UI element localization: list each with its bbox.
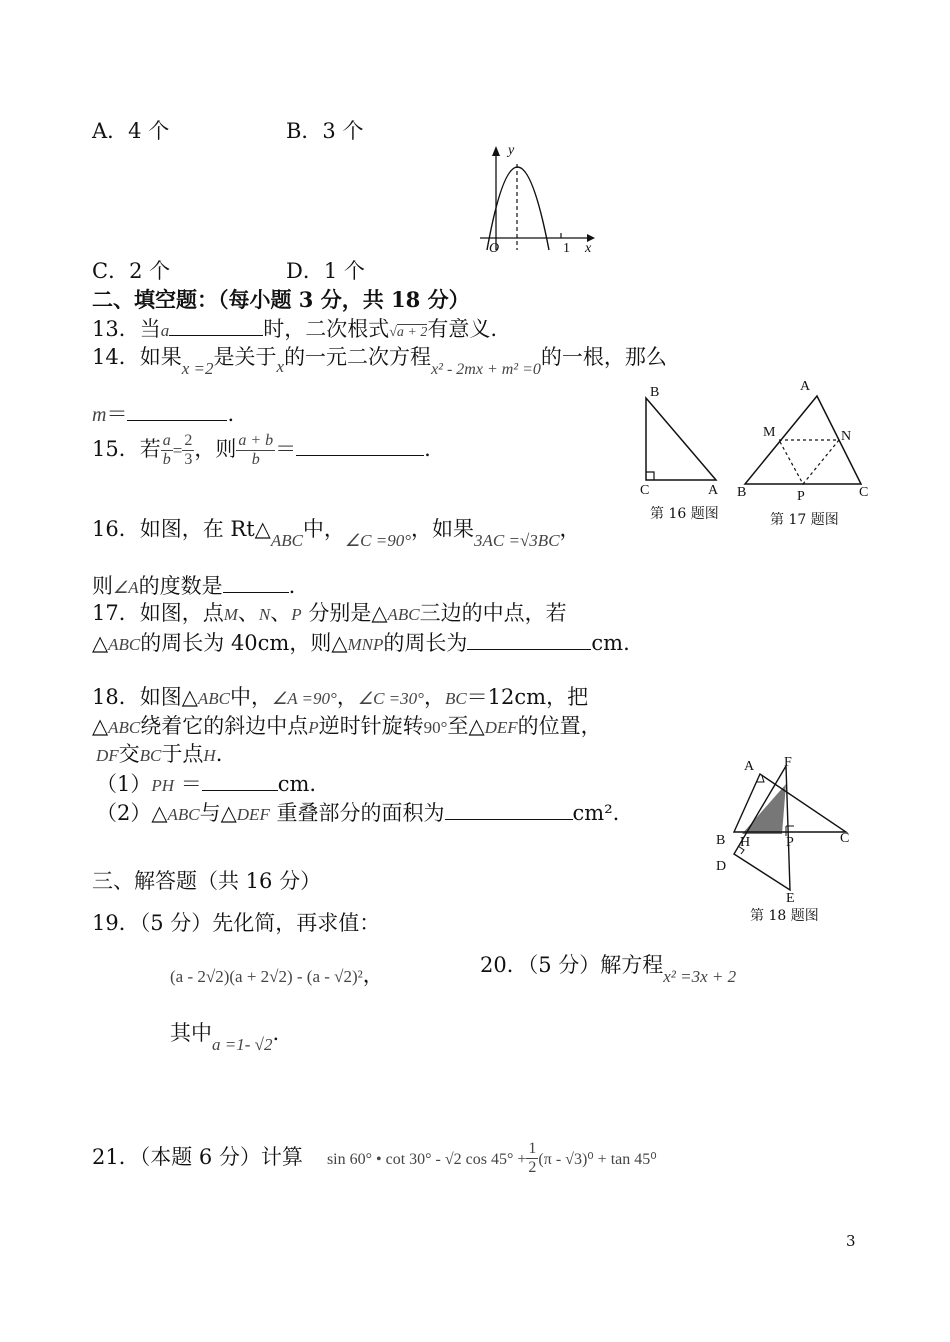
q16-text-b: 中， (302, 517, 345, 541)
fig17-label-b: B (737, 485, 747, 500)
q18-abc3: ABC (167, 805, 200, 824)
q18-s1a: （1） (96, 772, 152, 796)
q17-n: N (258, 605, 271, 624)
q18-l3f: . (215, 742, 223, 766)
q18-s1c: cm. (277, 772, 317, 796)
q17-text-a: 17．如图，点 (92, 601, 224, 625)
q16-abc: ABC (270, 531, 303, 550)
q17-blank[interactable] (467, 629, 591, 650)
q14-end: . (227, 402, 235, 426)
section-2-heading: 二、填空题：（每小题 3 分，共 18 分） (92, 287, 470, 312)
q16-text-d: ， (559, 517, 581, 541)
fig16-caption: 第 16 题图 (650, 506, 719, 522)
parabola-y-label: y (508, 143, 515, 158)
fig17-label-n: N (841, 429, 852, 444)
q17-line2-c: 的周长为 (383, 631, 468, 655)
q18-angle-a: ∠A =90° (271, 689, 337, 708)
q17-text-b: 分别是△ (308, 601, 388, 625)
q18-l2b: 绕着它的斜边中点 (140, 714, 309, 738)
q13-var: a (160, 321, 170, 340)
q14-eq1: x =2 (181, 359, 214, 378)
q14-text-d: 的一根，那么 (540, 345, 667, 369)
fig18-label-c: C (840, 831, 850, 846)
question-19: 19．（5 分）先化简，再求值： (92, 911, 381, 935)
q14-eqsign: ＝ (106, 402, 128, 426)
parabola-one-label: 1 (563, 241, 570, 256)
q18-l3b: 交 (118, 742, 140, 766)
q17-text-c: 三边的中点，若 (419, 601, 567, 625)
q16-end: . (288, 574, 296, 598)
q15-equals: = (172, 441, 183, 460)
question-15 (92, 432, 431, 482)
q14-m: m (92, 404, 107, 426)
fig17-label-p: P (797, 489, 805, 504)
q18-l2c: 逆时针旋转 (318, 714, 424, 738)
q18-h: H (203, 746, 216, 765)
figure-16 (636, 382, 726, 498)
fig16-label-c: C (640, 483, 650, 498)
question-18 (92, 684, 588, 712)
question-17 (92, 600, 567, 628)
q21-text: 21．（本题 6 分）计算 (92, 1145, 303, 1169)
q13-radical: √a + 2 (389, 325, 428, 340)
q16-blank[interactable] (223, 572, 289, 593)
q15-end: . (424, 437, 431, 461)
q18-blank-2[interactable] (445, 799, 573, 820)
fig17-label-a: A (800, 379, 811, 394)
q15-text-c: ＝ (275, 437, 297, 461)
question-14 (92, 344, 667, 378)
q16-condition: 3AC =√3BC (474, 531, 560, 550)
q18-text-b: 中， (229, 685, 272, 709)
q18-l2e: 的位置， (517, 714, 602, 738)
choice-b: B．3 个 (286, 119, 364, 143)
page-number: 3 (846, 1232, 856, 1250)
question-18-part1 (96, 770, 316, 799)
q18-s2c: 重叠部分的面积为 (276, 801, 445, 825)
q18-s2b: 与△ (199, 801, 237, 825)
q17-p: P (291, 605, 302, 624)
q16-line2-a: 则 (92, 574, 113, 598)
q14-text-a: 14．如果 (92, 345, 182, 369)
question-16 (92, 516, 581, 550)
choice-d: D．1 个 (286, 259, 365, 283)
question-18-part2 (96, 799, 619, 828)
q18-p: P (308, 718, 319, 737)
q18-l2d: 至△ (447, 714, 485, 738)
q19-cond: a =1- √2 (212, 1035, 273, 1054)
q21-expr2: (π - √3)⁰ + tan 45⁰ (538, 1151, 657, 1168)
q15-text-a: 15．若 (92, 437, 161, 461)
fig18-label-e: E (786, 891, 795, 906)
q14-eq2: x² - 2mx + m² =0 (431, 361, 541, 378)
q16-text-c: ，如果 (411, 517, 475, 541)
q17-abc: ABC (387, 605, 420, 624)
q17-line2-b: 的周长为 40cm，则△ (140, 631, 348, 655)
question-18-line2 (92, 713, 602, 741)
q20-text: 20．（5 分）解方程 (480, 953, 664, 977)
q18-ph: PH (151, 776, 175, 795)
q15-frac-23: $\frac{2}{3}$ (184, 432, 193, 468)
q20-equation: x² =3x + 2 (663, 967, 737, 986)
q14-var: x (276, 357, 285, 376)
q18-s1b: ＝ (180, 772, 202, 796)
q15-frac-sum: $\frac{a + b}{b}$ (238, 432, 274, 468)
q17-sep1: 、 (237, 601, 259, 625)
q18-abc: ABC (197, 689, 230, 708)
fig18-caption: 第 18 题图 (750, 908, 819, 924)
figure-18 (712, 756, 862, 906)
fig16-label-b: B (650, 385, 660, 400)
fig18-label-d: D (716, 859, 727, 874)
q15-frac-ab: $\frac{a}{b}$ (162, 432, 171, 468)
q18-def2: DEF (236, 805, 270, 824)
q19-text-b: 其中 (170, 1021, 212, 1045)
q13-text-a: 13．当 (92, 317, 161, 341)
choice-c: C．2 个 (92, 259, 171, 283)
figure-17 (735, 376, 875, 504)
q19-comma: ， (362, 963, 384, 987)
section-3-heading: 三、解答题（共 16 分） (92, 869, 322, 893)
fig17-caption: 第 17 题图 (770, 512, 839, 528)
q15-text-b: ，则 (194, 437, 237, 461)
q16-text-a: 16．如图，在 Rt△ (92, 517, 271, 541)
q18-sep2: ， (423, 685, 445, 709)
fig17-label-c: C (859, 485, 869, 500)
question-21 (92, 1140, 657, 1186)
q14-text-c: 的一元二次方程 (284, 345, 432, 369)
q16-angle-a: ∠A (113, 578, 139, 597)
q15-blank[interactable] (296, 435, 424, 456)
question-19-condition (170, 1020, 280, 1054)
question-14-line2 (92, 400, 234, 428)
choice-a: A．4 个 (92, 119, 170, 143)
q18-abc2: ABC (108, 718, 141, 737)
q18-text-a: 18．如图△ (92, 685, 198, 709)
question-19-expr (170, 962, 384, 990)
q21-expr1: sin 60° • cot 30° - √2 cos 45° + (326, 1151, 527, 1168)
parabola-origin-label: O (489, 241, 500, 256)
q18-s2a: （2）△ (96, 801, 168, 825)
q17-sep2: 、 (270, 601, 292, 625)
q18-bc2: BC (139, 746, 162, 765)
q13-text-c: 有意义. (427, 317, 498, 341)
q19-expression: (a - 2√2)(a + 2√2) - (a - √2)² (170, 967, 363, 986)
q17-unit: cm. (591, 631, 630, 655)
q16-line2-b: 的度数是 (138, 574, 223, 598)
q18-l2a: △ (92, 714, 109, 738)
q17-mnp: MNP (347, 635, 384, 654)
q18-deg: 90° (423, 718, 448, 737)
question-16-line2 (92, 572, 295, 601)
fig17-label-m: M (763, 425, 776, 440)
q18-s2d: cm². (572, 801, 620, 825)
q18-l3d: 于点 (161, 742, 204, 766)
q18-angle-c: ∠C =30° (357, 689, 424, 708)
q14-text-b: 是关于 (213, 345, 277, 369)
fig18-label-p: P (786, 835, 794, 850)
q14-blank[interactable] (127, 400, 227, 421)
q16-angle: ∠C =90° (344, 531, 412, 550)
fig18-label-a: A (744, 759, 755, 774)
q18-def: DEF (484, 718, 518, 737)
q17-line2-a: △ (92, 631, 109, 655)
q19-end: . (272, 1021, 280, 1045)
q18-blank-1[interactable] (202, 770, 278, 791)
question-18-line3 (96, 741, 222, 769)
question-20 (480, 952, 737, 986)
fig18-label-b: B (716, 833, 726, 848)
q17-abc2: ABC (108, 635, 141, 654)
q17-m: M (223, 605, 238, 624)
question-13 (92, 315, 497, 346)
fig18-label-h: H (740, 835, 751, 850)
q18-sep1: ， (336, 685, 358, 709)
parabola-figure (475, 140, 605, 255)
q18-bc: BC (444, 689, 467, 708)
q13-text-b: 时，二次根式 (263, 317, 390, 341)
parabola-x-label: x (585, 241, 592, 256)
q21-frac: $\frac{1}{2}$ (528, 1140, 537, 1176)
q18-df: DF (96, 746, 119, 765)
fig18-label-f: F (784, 755, 792, 770)
q13-blank[interactable] (169, 315, 263, 336)
fig16-label-a: A (708, 483, 719, 498)
q18-text-c: ＝12cm，把 (466, 685, 589, 709)
question-17-line2 (92, 629, 630, 658)
